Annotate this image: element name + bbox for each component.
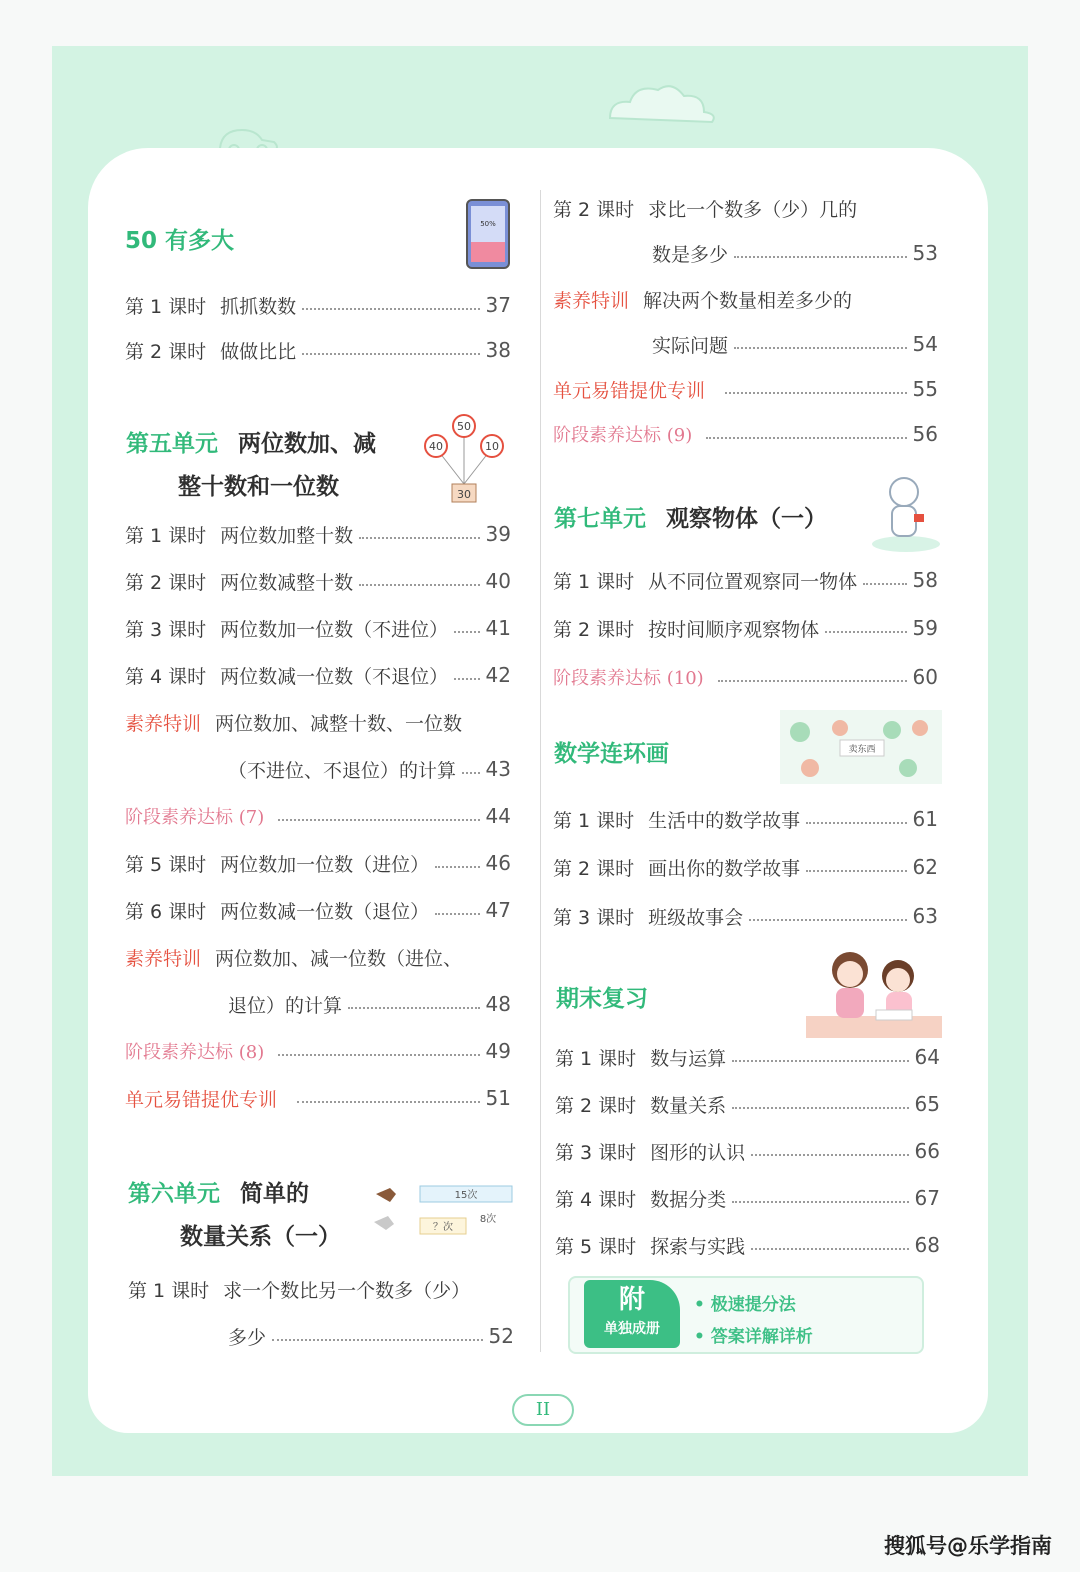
dot-leader xyxy=(751,1154,908,1156)
toc-row[interactable] xyxy=(125,519,511,549)
special-label: 素养特训 xyxy=(125,712,202,735)
lesson-title: 探索与实践 xyxy=(650,1235,746,1258)
appendix-badge xyxy=(584,1280,680,1348)
page-number: 64 xyxy=(914,1045,940,1069)
watermark-footer: 搜狐号@乐学指南 xyxy=(884,1534,1052,1558)
appendix-item[interactable]: • 答案详解详析 xyxy=(694,1327,813,1347)
toc-row-continued[interactable] xyxy=(652,329,938,359)
lesson-title: 两位数加整十数 xyxy=(220,524,354,547)
page-number: 65 xyxy=(914,1092,940,1116)
dot-leader xyxy=(706,437,906,439)
lesson-label: 第 1 课时 xyxy=(125,524,207,547)
svg-text:15次: 15次 xyxy=(454,1190,478,1201)
dot-leader xyxy=(732,1060,908,1062)
dot-leader xyxy=(462,772,480,774)
page-number: 67 xyxy=(914,1186,940,1210)
balloons-icon xyxy=(418,414,512,506)
svg-text:8次: 8次 xyxy=(479,1214,497,1225)
error-training-label: 单元易错提优专训 xyxy=(553,379,706,402)
toc-row[interactable] xyxy=(553,193,938,223)
page-number: 63 xyxy=(912,904,938,928)
appendix-badge-title: 附 xyxy=(618,1285,645,1315)
page-number: 58 xyxy=(912,568,938,592)
lesson-title: 数量关系 xyxy=(650,1094,727,1117)
lesson-title: 两位数减一位数（不退位） xyxy=(220,665,449,688)
lesson-label: 第 1 课时 xyxy=(553,570,635,593)
lesson-label: 第 3 课时 xyxy=(125,618,207,641)
appendix-badge-subtitle: 单独成册 xyxy=(604,1321,660,1337)
dot-leader xyxy=(454,631,479,633)
page-number: 60 xyxy=(912,665,938,689)
toc-row-stage[interactable] xyxy=(125,801,511,831)
toc-row[interactable] xyxy=(125,660,511,690)
stage-label: 阶段素养达标 (9) xyxy=(553,425,693,446)
toc-row[interactable] xyxy=(125,613,511,643)
toc-row[interactable] xyxy=(553,613,938,643)
page-number: 49 xyxy=(485,1039,511,1063)
page-number: 52 xyxy=(488,1324,514,1348)
toc-row[interactable] xyxy=(128,1274,514,1304)
lesson-title: 两位数减整十数 xyxy=(220,571,354,594)
page-number: 43 xyxy=(485,757,511,781)
toc-row[interactable] xyxy=(555,1089,940,1119)
svg-text:30: 30 xyxy=(457,488,471,501)
unit6-title xyxy=(128,1175,309,1208)
unit-number: 第七单元 xyxy=(554,506,646,532)
toc-row-continued[interactable] xyxy=(228,754,511,784)
dot-leader xyxy=(348,1007,480,1009)
lesson-title: 班级故事会 xyxy=(648,906,744,929)
lesson-title: 从不同位置观察同一物体 xyxy=(648,570,858,593)
lesson-label: 第 3 课时 xyxy=(555,1141,637,1164)
dot-leader xyxy=(454,678,479,680)
lesson-label: 第 4 课时 xyxy=(125,665,207,688)
dot-leader xyxy=(359,584,479,586)
stage-label: 阶段素养达标 (10) xyxy=(553,668,704,689)
lesson-label: 第 5 课时 xyxy=(125,853,207,876)
toc-row-special[interactable] xyxy=(553,284,938,314)
lesson-title: 数据分类 xyxy=(650,1188,727,1211)
lesson-title: 图形的认识 xyxy=(650,1141,746,1164)
page-number: 68 xyxy=(914,1233,940,1257)
unit-name: 两位数加、减 xyxy=(238,431,377,457)
lesson-title: 求一个数比另一个数多（少） xyxy=(223,1279,471,1302)
lesson-label: 第 1 课时 xyxy=(125,295,207,318)
page-number: 61 xyxy=(912,807,938,831)
dot-leader xyxy=(825,631,906,633)
lesson-title: 求比一个数多（少）几的 xyxy=(648,198,858,221)
dot-leader xyxy=(732,1201,908,1203)
page-number: 39 xyxy=(485,522,511,546)
page-number: 59 xyxy=(912,616,938,640)
toc-row[interactable] xyxy=(553,565,938,595)
lesson-title-cont: 多少 xyxy=(228,1326,267,1349)
dot-leader xyxy=(734,347,907,349)
lesson-title: 两位数加一位数（不进位） xyxy=(220,618,449,641)
toc-row-special[interactable] xyxy=(125,942,511,972)
toc-row[interactable] xyxy=(555,1183,940,1213)
dot-leader xyxy=(359,537,479,539)
dot-leader xyxy=(435,913,479,915)
stage-label: 阶段素养达标 (7) xyxy=(125,807,265,828)
toc-row-error[interactable] xyxy=(125,1083,511,1113)
unit5-title-line2: 整十数和一位数 xyxy=(178,474,339,500)
lesson-title: 两位数加、减一位数（进位、 xyxy=(215,947,463,970)
dot-leader xyxy=(732,1107,908,1109)
phone-icon xyxy=(465,198,511,270)
error-training-label: 单元易错提优专训 xyxy=(125,1088,278,1111)
dot-leader xyxy=(806,870,906,872)
toc-row-stage[interactable] xyxy=(553,662,938,692)
special-label: 素养特训 xyxy=(553,289,630,312)
lesson-title: 解决两个数量相差多少的 xyxy=(643,289,853,312)
lesson-label: 第 2 课时 xyxy=(125,571,207,594)
lesson-title: 画出你的数学故事 xyxy=(648,857,801,880)
lesson-title-cont: 退位）的计算 xyxy=(228,994,343,1017)
svg-text:10: 10 xyxy=(485,440,499,453)
section-title-50: 50 有多大 xyxy=(125,228,235,254)
unit7-title xyxy=(554,500,827,533)
svg-text:？次: ？次 xyxy=(433,1222,453,1233)
dot-leader xyxy=(302,353,479,355)
unit-number: 第五单元 xyxy=(126,431,218,457)
page-number: 66 xyxy=(914,1139,940,1163)
dot-leader xyxy=(272,1339,483,1341)
lesson-title: 抓抓数数 xyxy=(220,295,297,318)
toc-row-continued[interactable] xyxy=(228,1321,514,1351)
page-number: 53 xyxy=(912,241,938,265)
unit-name: 观察物体（一） xyxy=(666,506,828,532)
lesson-title: 按时间顺序观察物体 xyxy=(648,618,820,641)
page-number: 54 xyxy=(912,332,938,356)
toc-row-stage[interactable] xyxy=(553,419,938,449)
toc-row-stage[interactable] xyxy=(125,1036,511,1066)
toc-row-continued[interactable] xyxy=(228,989,511,1019)
svg-text:40: 40 xyxy=(429,440,443,453)
toc-row[interactable] xyxy=(555,1230,940,1260)
toc-row-error[interactable] xyxy=(553,374,938,404)
dot-leader xyxy=(751,1248,908,1250)
lesson-label: 第 2 课时 xyxy=(555,1094,637,1117)
lesson-label: 第 2 课时 xyxy=(553,198,635,221)
column-divider xyxy=(540,190,541,1352)
dot-leader xyxy=(749,919,906,921)
toc-row[interactable] xyxy=(125,290,511,320)
lesson-title: 两位数加、减整十数、一位数 xyxy=(215,712,463,735)
review-section-title: 期末复习 xyxy=(556,986,648,1012)
toc-row[interactable] xyxy=(553,901,938,931)
dot-leader xyxy=(725,392,907,394)
lesson-label: 第 1 课时 xyxy=(128,1279,210,1302)
lesson-label: 第 4 课时 xyxy=(555,1188,637,1211)
toc-row[interactable] xyxy=(553,852,938,882)
lesson-title: 做做比比 xyxy=(220,340,297,363)
toc-row-continued[interactable] xyxy=(652,238,938,268)
lesson-title-cont: 数是多少 xyxy=(652,243,729,266)
dot-leader xyxy=(806,822,906,824)
lesson-label: 第 1 课时 xyxy=(553,809,635,832)
lesson-title: 数与运算 xyxy=(650,1047,727,1070)
lesson-label: 第 2 课时 xyxy=(553,618,635,641)
svg-text:卖东西: 卖东西 xyxy=(848,745,876,755)
toc-row[interactable] xyxy=(555,1136,940,1166)
svg-text:50%: 50% xyxy=(480,220,496,228)
toc-row[interactable] xyxy=(125,848,511,878)
page-number: 56 xyxy=(912,422,938,446)
toc-row[interactable] xyxy=(125,566,511,596)
lesson-label: 第 3 课时 xyxy=(553,906,635,929)
appendix-box xyxy=(568,1276,924,1354)
page-number: 37 xyxy=(485,293,511,317)
lesson-label: 第 2 课时 xyxy=(553,857,635,880)
toc-row-special[interactable] xyxy=(125,707,511,737)
dot-leader xyxy=(278,819,479,821)
stage-label: 阶段素养达标 (8) xyxy=(125,1042,265,1063)
unit6-title-line2: 数量关系（一） xyxy=(180,1224,341,1250)
dot-leader xyxy=(278,1054,479,1056)
comic-strip-icon xyxy=(780,710,942,784)
dot-leader xyxy=(863,583,906,585)
page-number: 47 xyxy=(485,898,511,922)
page-number: 38 xyxy=(485,338,511,362)
toc-row[interactable] xyxy=(125,895,511,925)
bar-diagram-icon xyxy=(370,1182,518,1244)
page-number: 62 xyxy=(912,855,938,879)
lesson-title: 生活中的数学故事 xyxy=(648,809,801,832)
page-number: 42 xyxy=(485,663,511,687)
comic-section-title: 数学连环画 xyxy=(554,741,669,767)
page-number: 48 xyxy=(485,992,511,1016)
page-number: 44 xyxy=(485,804,511,828)
page-number: 41 xyxy=(485,616,511,640)
lesson-label: 第 6 课时 xyxy=(125,900,207,923)
dot-leader xyxy=(435,866,479,868)
girls-reading-icon xyxy=(806,946,942,1038)
dot-leader xyxy=(734,256,907,258)
unit5-title xyxy=(126,425,376,458)
cloud-icon xyxy=(600,78,730,128)
page-number: 40 xyxy=(485,569,511,593)
astronaut-icon xyxy=(868,474,942,554)
special-label: 素养特训 xyxy=(125,947,202,970)
lesson-label: 第 1 课时 xyxy=(555,1047,637,1070)
lesson-title-cont: 实际问题 xyxy=(652,334,729,357)
toc-row[interactable] xyxy=(553,804,938,834)
lesson-title-cont: （不进位、不退位）的计算 xyxy=(228,759,457,782)
appendix-item[interactable]: • 极速提分法 xyxy=(694,1295,796,1315)
lesson-label: 第 5 课时 xyxy=(555,1235,637,1258)
page-number: 51 xyxy=(485,1086,511,1110)
unit-name: 简单的 xyxy=(240,1181,310,1207)
page-number-badge: II xyxy=(512,1394,574,1426)
dot-leader xyxy=(297,1101,480,1103)
toc-row[interactable] xyxy=(555,1042,940,1072)
lesson-title: 两位数减一位数（退位） xyxy=(220,900,430,923)
svg-text:50: 50 xyxy=(457,420,471,433)
lesson-title: 两位数加一位数（进位） xyxy=(220,853,430,876)
page-number: 55 xyxy=(912,377,938,401)
toc-row[interactable] xyxy=(125,335,511,365)
unit-number: 第六单元 xyxy=(128,1181,220,1207)
lesson-label: 第 2 课时 xyxy=(125,340,207,363)
page-number: 46 xyxy=(485,851,511,875)
dot-leader xyxy=(302,308,479,310)
dot-leader xyxy=(718,680,907,682)
